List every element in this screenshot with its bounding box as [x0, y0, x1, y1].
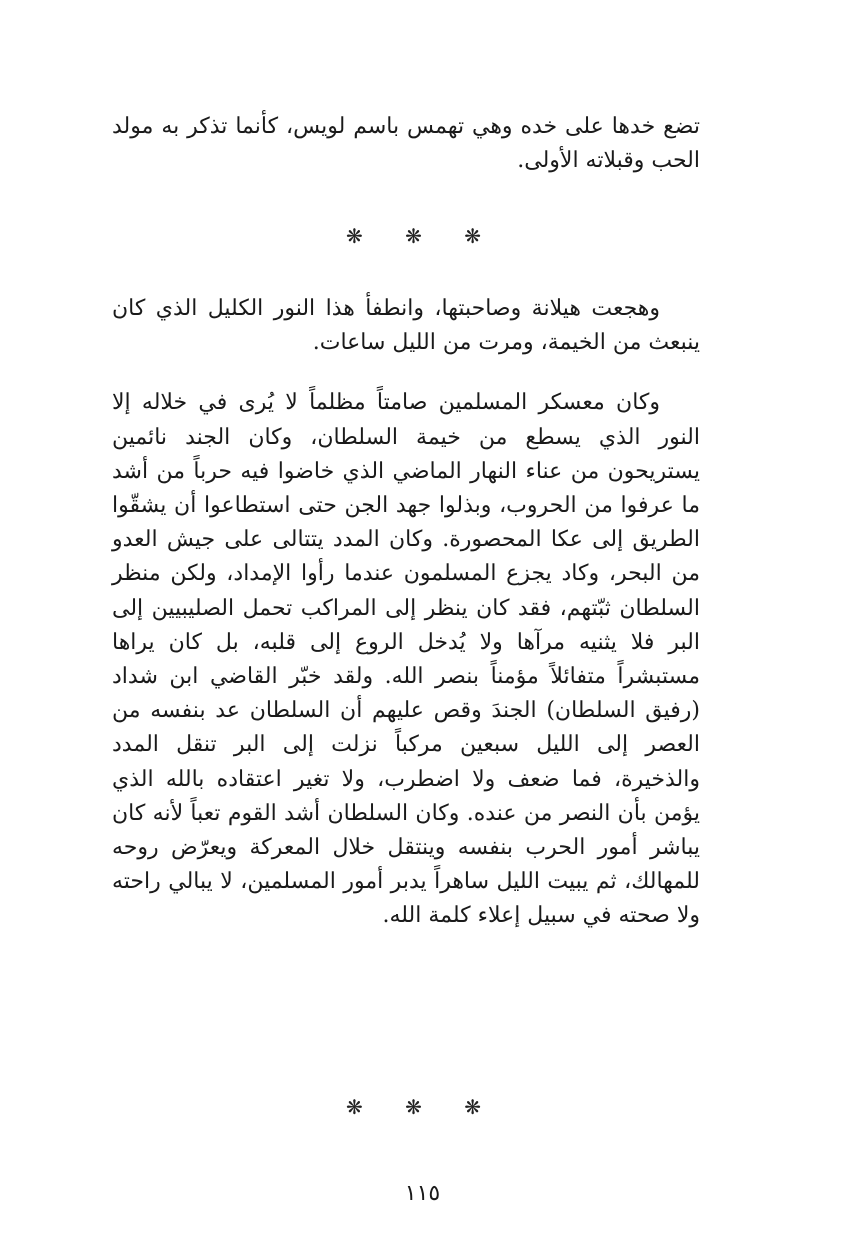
paragraph-2: وهجعت هيلانة وصاحبتها، وانطفأ هذا النور الكليل الذي كان ينبعث من الخيمة، ومرت من الليل ساعات. — [112, 296, 700, 356]
page-body-continued — [112, 292, 700, 934]
separator-ornament: ❋ ❋ ❋ — [346, 224, 499, 248]
section-separator-2 — [0, 1095, 845, 1119]
page-number: ١١٥ — [404, 1181, 441, 1206]
paragraph-3: وكان معسكر المسلمين صامتاً مظلماً لا يُرى في خلاله إلا النور الذي يسطع من خيمة السلطان، وكان الجند نائمين يستريحون من عناء النهار الماضي الذي خاضوا فيه حرباً من أشد ما عرفوا من الحروب، وبذلوا جهد الجن حتى استطاعوا أن يشقّوا الطريق إلى عكا المحصورة. وكان المدد يتتالى على جيش العدو من البحر، وكاد يجزع المسلمون عندما رأوا الإمداد، ولكن منظر السلطان ثبّتهم، فقد كان ينظر إلى المراكب تحمل الصليبيين إلى البر فلا يثنيه مرآها ولا يُدخل الروع إلى قلبه، بل كان يراها مستبشراً متفائلاً مؤمناً بنصر الله. ولقد خبّر القاضي ابن شداد (رفيق السلطان) الجندَ وقص عليهم أن السلطان عد بنفسه من العصر إلى الليل سبعين مركباً نزلت إلى البر تنقل المدد والذخيرة، فما ضعف ولا اضطرب، ولا تغير اعتقاده بالله الذي يؤمن بأن النصر من عنده. وكان السلطان أشد القوم تعباً لأنه كان يباشر أمور الحرب بنفسه وينتقل خلال المعركة ويعرّض روحه للمهالك، ثم يبيت الليل ساهراً يدبر أمور المسلمين، لا يبالي راحته ولا صحته في سبيل إعلاء كلمة الله. — [112, 390, 701, 929]
separator-ornament: ❋ ❋ ❋ — [346, 1095, 499, 1119]
page-body — [112, 110, 700, 178]
paragraph-1: تضع خدها على خده وهي تهمس باسم لويس، كأنما تذكر به مولد الحب وقبلاته الأولى. — [112, 114, 700, 174]
section-separator-1 — [0, 224, 845, 248]
